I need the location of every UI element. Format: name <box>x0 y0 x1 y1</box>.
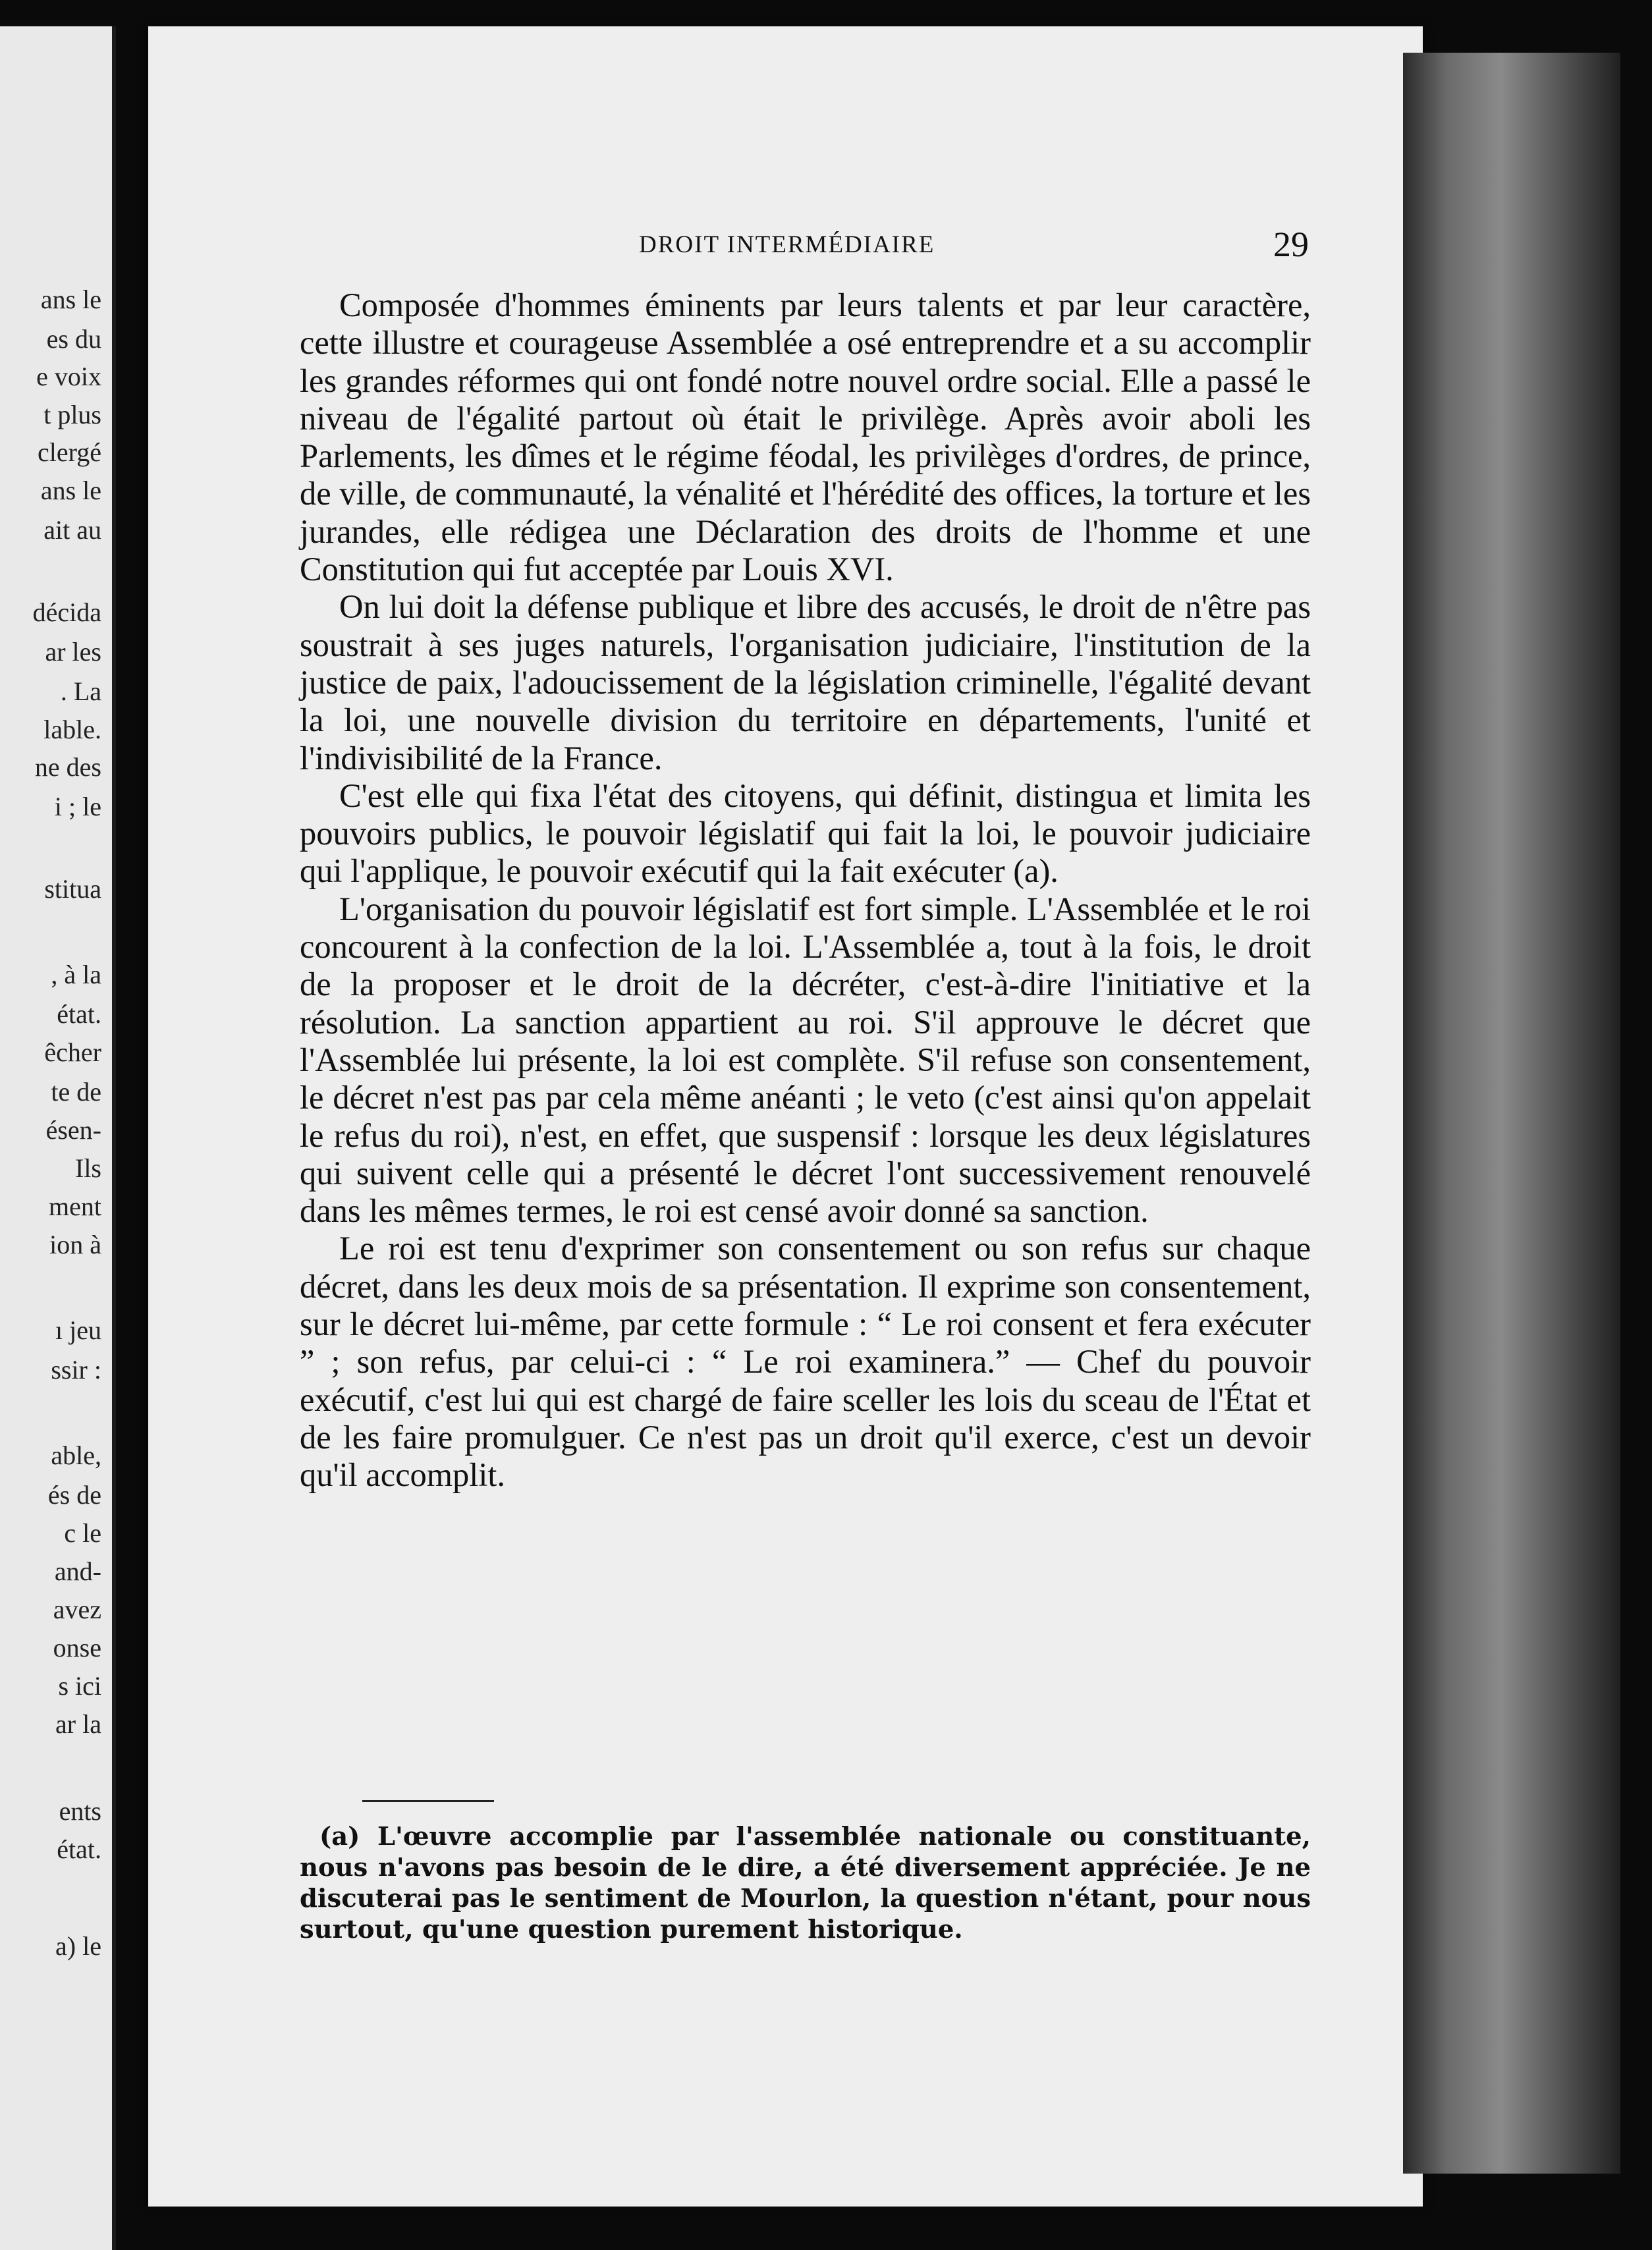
body-text <box>300 287 1311 1495</box>
margin-fragment: ésen- <box>45 1115 101 1145</box>
margin-fragment: ans le <box>40 285 101 314</box>
margin-fragment: ar la <box>55 1709 101 1739</box>
footnote <box>300 1821 1311 1945</box>
margin-fragment: ents <box>59 1796 101 1826</box>
margin-fragment: te de <box>51 1077 101 1107</box>
margin-fragment: clergé <box>38 437 101 467</box>
margin-fragment: ne des <box>34 752 101 782</box>
footnote-text: (a) L'œuvre accomplie par l'assemblée nationale ou constituante, nous n'avons pas besoin de le dire, a été diversement appréciée. Je ne discuterai pas le sentiment de Mourlon, la question n'étant, pour nous surtout, qu'une question purement historique. <box>300 1822 1311 1944</box>
paragraph: Composée d'hommes éminents par leurs talents et par leur caractère, cette illustre et courageuse Assemblée a osé entreprendre et a su accomplir les grandes réformes qui ont fondé notre nouvel ordre social. Elle a passé le niveau de l'égalité partout où était le privilège. Après avoir aboli les Parlements, les dîmes et le régime féodal, les privilèges d'ordres, de prince, de ville, de communauté, la vénalité et l'hérédité des offices, la torture et les jurandes, elle rédigea une Déclaration des droits de l'homme et une Constitution qui fut acceptée par Louis XVI. <box>300 287 1311 588</box>
margin-fragment: ar les <box>45 637 101 667</box>
margin-fragment: t plus <box>43 400 101 429</box>
margin-fragment: a) le <box>55 1931 101 1961</box>
margin-fragment: s ici <box>58 1671 101 1701</box>
margin-fragment: and- <box>54 1556 101 1586</box>
margin-fragment: able, <box>51 1441 101 1470</box>
margin-fragment: ans le <box>40 476 101 505</box>
book-page <box>148 26 1423 2207</box>
paragraph: On lui doit la défense publique et libre des accusés, le droit de n'être pas soustrait à ses juges naturels, l'organisation judiciaire, l'institution de la justice de paix, l'adoucissement de la législation criminelle, l'égalité devant la loi, une nouvelle division du territoire en départements, l'unité et l'indivisibilité de la France. <box>300 588 1311 777</box>
margin-fragment: stitua <box>44 874 101 904</box>
margin-fragment: avez <box>53 1595 101 1624</box>
margin-fragment: Ils <box>75 1153 101 1183</box>
margin-fragment: état. <box>57 1834 101 1864</box>
margin-fragment: es du <box>46 324 101 354</box>
running-title: DROIT INTERMÉDIAIRE <box>639 231 935 258</box>
margin-fragment: ait au <box>43 515 101 545</box>
page-content <box>300 26 1314 2207</box>
margin-fragment: décida <box>32 597 101 627</box>
margin-fragment: és de <box>47 1480 101 1510</box>
margin-fragment: . La <box>60 676 101 706</box>
margin-fragment: ssir : <box>51 1355 101 1385</box>
page-number: 29 <box>1273 225 1309 264</box>
paragraph: L'organisation du pouvoir législatif est fort simple. L'Assemblée et le roi concourent à la confection de la loi. L'Assemblée a, tout à la fois, le droit de la proposer et le droit de la décréter, c'est-à-dire l'initiative et la résolution. La sanction appartient au roi. S'il approuve le décret que l'Assemblée lui présente, la loi est complète. S'il refuse son consentement, le décret n'est pas par cela même anéanti ; le veto (c'est ainsi qu'on appelait le refus du roi), n'est, en effet, que suspensif : lorsque les deux législatures qui suivent celle qui a présenté le décret l'ont successivement renouvelé dans les mêmes termes, le roi est censé avoir donné sa sanction. <box>300 890 1311 1230</box>
footnote-separator <box>362 1800 494 1802</box>
margin-fragment: ı jeu <box>55 1315 101 1345</box>
margin-fragment: onse <box>53 1633 101 1662</box>
margin-fragment: ment <box>49 1192 101 1221</box>
margin-fragment: , à la <box>51 960 101 989</box>
margin-fragment: i ; le <box>54 792 101 821</box>
margin-fragment: ion à <box>49 1230 101 1259</box>
paragraph: C'est elle qui fixa l'état des citoyens, qui définit, distingua et limita les pouvoirs publics, le pouvoir législatif qui fait la loi, le pouvoir judiciaire qui l'applique, le pouvoir exécutif qui la fait exécuter (a). <box>300 777 1311 890</box>
margin-fragment: e voix <box>36 362 101 391</box>
margin-fragment: lable. <box>43 715 101 744</box>
margin-fragment: êcher <box>44 1037 101 1067</box>
margin-fragment: état. <box>57 999 101 1029</box>
book-edge <box>1403 53 1620 2174</box>
previous-page-fragment <box>0 26 116 2250</box>
margin-fragment: c le <box>64 1518 101 1548</box>
paragraph: Le roi est tenu d'exprimer son consentement ou son refus sur chaque décret, dans les deux mois de sa présentation. Il exprime son consentement, sur le décret lui-même, par cette formule : “ Le roi consent et fera exécuter ” ; son refus, par celui-ci : “ Le roi examinera.” — Chef du pouvoir exécutif, c'est lui qui est chargé de faire sceller les lois du sceau de l'État et de les faire promulguer. Ce n'est pas un droit qu'il exerce, c'est un devoir qu'il accomplit. <box>300 1230 1311 1494</box>
